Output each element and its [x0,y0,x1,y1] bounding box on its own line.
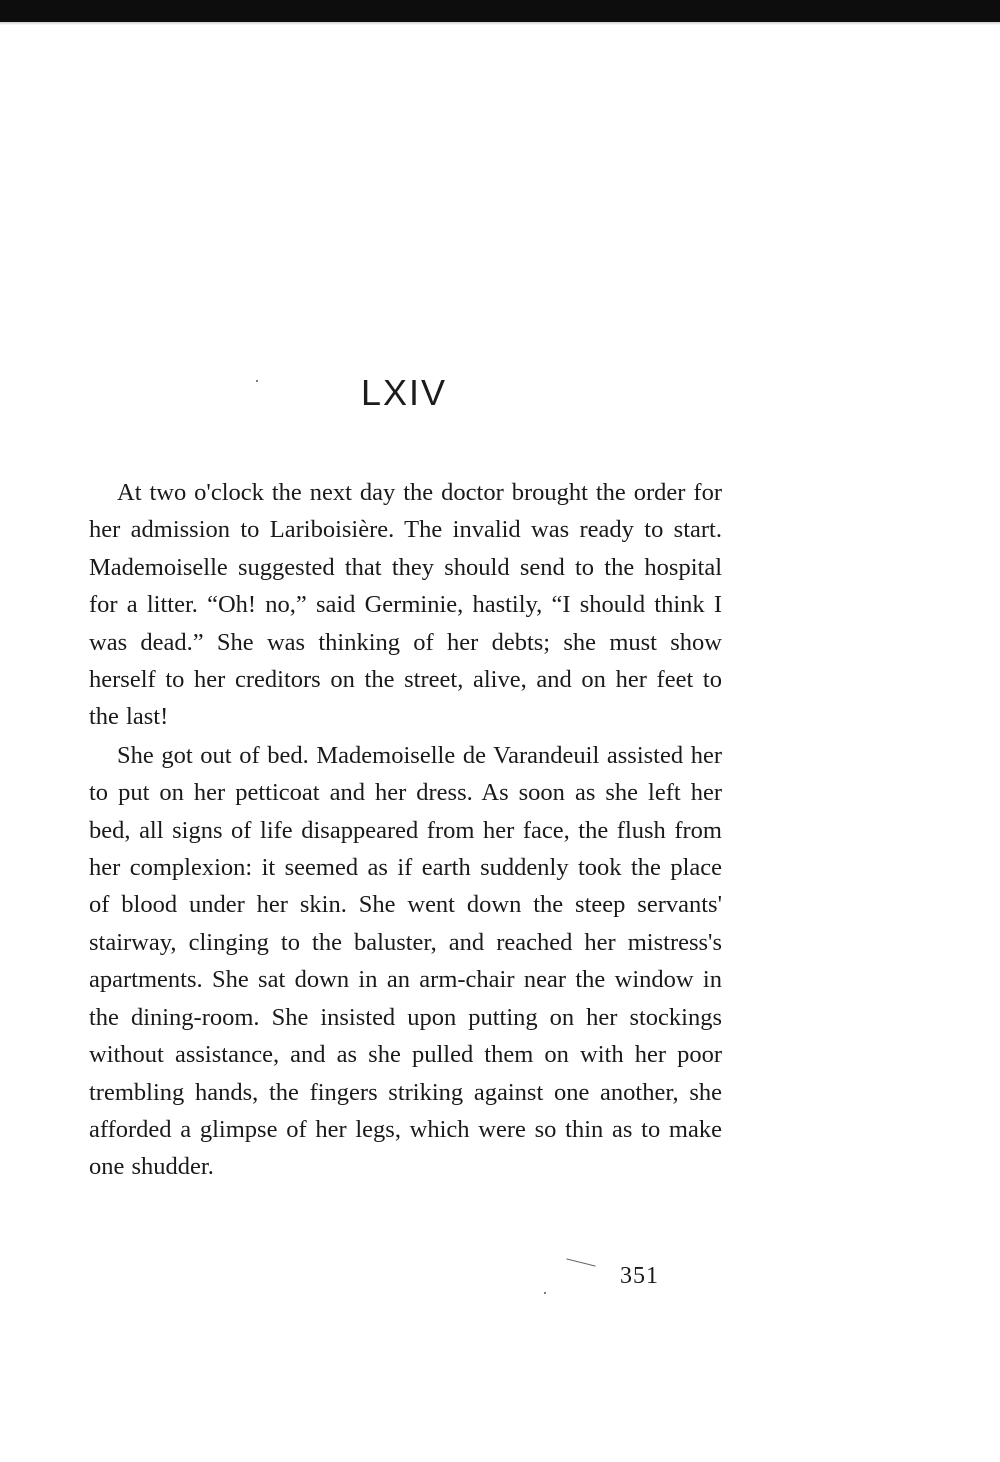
page-number: 351 [620,1263,659,1289]
page-body [89,474,722,1186]
scan-smudge [566,1258,595,1266]
paragraph-1: At two o'clock the next day the doctor brought the order for her admission to Lariboisière. The invalid was ready to start. Mademoiselle suggested that they should send to the hospital for a litter. “Oh! no,” said Germinie, hastily, “I should think I was dead.” She was thinking of her debts; she must show herself to her creditors on the street, alive, and on her feet to the last! [89,479,722,731]
scan-speck [256,380,258,382]
scan-speck [544,1292,546,1294]
paragraph-2: She got out of bed. Mademoiselle de Varandeuil assisted her to put on her petticoat and her dress. As soon as she left her bed, all signs of life disappeared from her face, the flush from her complexion: it seemed as if earth suddenly took the place of blood under her skin. She went down the steep servants' stairway, clinging to the baluster, and reached her mistress's apartments. She sat down in an arm-chair near the window in the dining-room. She insisted upon putting on her stockings without assistance, and as she pulled them on with her poor trembling hands, the fingers striking against one another, she afforded a glimpse of her legs, which were so thin as to make one shudder. [89,741,722,1181]
chapter-heading: LXIV [360,372,448,413]
scan-edge-bar [0,0,1000,22]
scan-edge-shadow [0,22,1000,25]
